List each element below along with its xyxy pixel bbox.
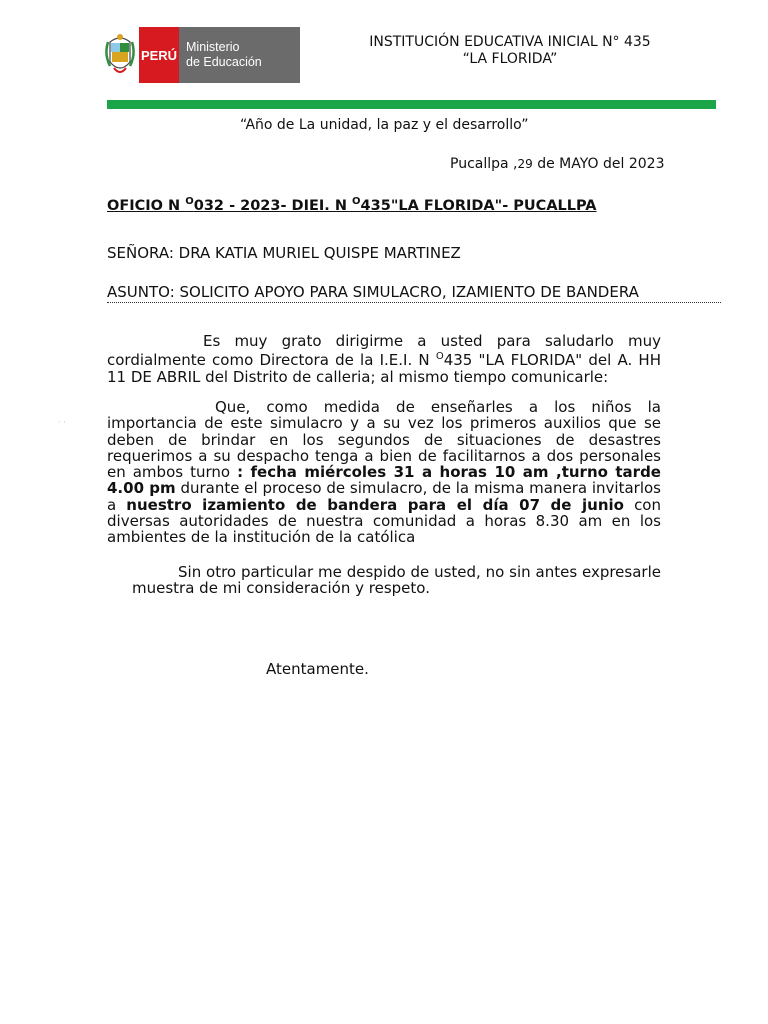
ministry-label	[179, 27, 300, 83]
institution-subname: “LA FLORIDA”	[462, 51, 558, 67]
p2-text-b: durante el proceso de simulacro, de la misma manera invitarlos a	[107, 479, 661, 514]
body-paragraph-2	[107, 399, 661, 546]
p1-sup: O	[435, 351, 444, 363]
recipient-line: SEÑORA: DRA KATIA MURIEL QUISPE MARTINEZ	[107, 244, 461, 262]
margin-mark: · ·	[58, 418, 66, 427]
peru-label: PERÚ	[139, 27, 179, 83]
p2-bold-b: nuestro izamiento de bandera para el día 07 de junio	[126, 495, 624, 514]
oficio-reference	[107, 196, 597, 214]
date-day: 29	[517, 157, 533, 171]
p2-text-a: Que, como medida de enseñarles a los niños la importancia de este simulacro y a su vez los primeros auxilios que se deben de brindar en los segundos de situaciones de desastres requerimos a su despacho tenga a bien de facilitarnos a dos personales en ambos turno	[107, 398, 661, 482]
ministry-logo	[104, 26, 300, 84]
ministry-label-line2: de Educación	[186, 55, 262, 69]
p2-bold-a: : fecha miércoles 31 a horas 10 am ,turno tarde 4.00 pm	[107, 463, 661, 498]
p1-text-a: Es muy grato dirigirme a usted para saludarlo muy cordialmente como Directora de la I.E.I. N	[107, 332, 661, 370]
p1-text-b: 435 "LA FLORIDA" del A. HH 11 DE ABRIL del Distrito de calleria; al mismo tiempo comunicarle:	[107, 351, 661, 386]
date-city: Pucallpa ,	[450, 156, 518, 172]
body-paragraph-3: Sin otro particular me despido de usted, no sin antes expresarle muestra de mi consideración y respeto.	[132, 563, 661, 598]
subject-line: ASUNTO: SOLICITO APOYO PARA SIMULACRO, IZAMIENTO DE BANDERA	[107, 283, 639, 301]
oficio-part1: OFICIO N	[107, 197, 186, 214]
oficio-part3: 435"LA FLORIDA"- PUCALLPA	[360, 197, 597, 214]
ministry-label-line1: Ministerio	[186, 40, 240, 54]
subject-separator	[107, 302, 721, 303]
p2-text-c: con diversas autoridades de nuestra comunidad a horas 8.30 am en los ambientes de la institución de la católica	[107, 495, 661, 547]
oficio-sup2: O	[352, 196, 361, 207]
coat-of-arms-icon	[104, 28, 136, 82]
institution-name: INSTITUCIÓN EDUCATIVA INICIAL N° 435	[369, 34, 651, 50]
closing-salutation: Atentamente.	[266, 660, 369, 678]
letter-date	[450, 156, 664, 172]
oficio-sup1: O	[185, 196, 194, 207]
oficio-part2: 032 - 2023- DIEI. N	[193, 197, 353, 214]
header-divider	[107, 100, 716, 109]
year-motto: “Año de La unidad, la paz y el desarrollo”	[240, 117, 529, 133]
body-paragraph-1	[107, 333, 661, 385]
institution-heading	[340, 34, 680, 68]
date-rest: de MAYO del 2023	[532, 156, 665, 172]
